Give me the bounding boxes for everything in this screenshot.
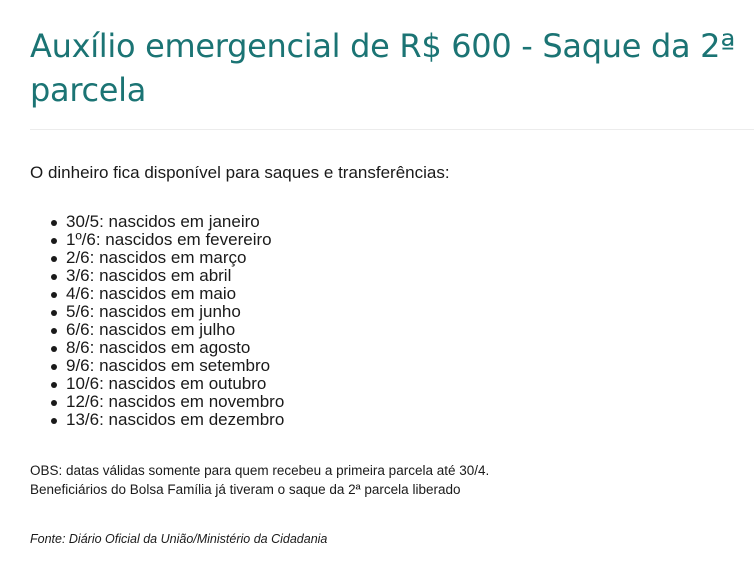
bullet-icon xyxy=(51,220,57,226)
observation-line-2: Beneficiários do Bolsa Família já tiveram o saque da 2ª parcela liberado xyxy=(30,482,461,497)
observation-note xyxy=(30,461,489,499)
payment-dates-list xyxy=(30,213,284,429)
list-item xyxy=(66,393,284,411)
list-item xyxy=(66,339,284,357)
list-item xyxy=(66,303,284,321)
list-item-text: 30/5: nascidos em janeiro xyxy=(66,212,260,231)
bullet-icon xyxy=(51,238,57,244)
list-item-text: 4/6: nascidos em maio xyxy=(66,284,237,303)
bullet-icon xyxy=(51,346,57,352)
list-item xyxy=(66,357,284,375)
list-item-text: 3/6: nascidos em abril xyxy=(66,266,232,285)
list-item xyxy=(66,231,284,249)
list-item xyxy=(66,213,284,231)
bullet-icon xyxy=(51,382,57,388)
list-item-text: 5/6: nascidos em junho xyxy=(66,302,241,321)
list-item-text: 13/6: nascidos em dezembro xyxy=(66,410,285,429)
list-item-text: 10/6: nascidos em outubro xyxy=(66,374,267,393)
list-item xyxy=(66,249,284,267)
page-title: Auxílio emergencial de R$ 600 - Saque da 2ª parcela xyxy=(30,27,736,109)
list-item xyxy=(66,321,284,339)
list-item-text: 9/6: nascidos em setembro xyxy=(66,356,271,375)
bullet-icon xyxy=(51,400,57,406)
observation-line-1: OBS: datas válidas somente para quem recebeu a primeira parcela até 30/4. xyxy=(30,463,490,478)
list-item xyxy=(66,285,284,303)
bullet-icon xyxy=(51,274,57,280)
list-item xyxy=(66,267,284,285)
list-item-text: 1º/6: nascidos em fevereiro xyxy=(66,230,272,249)
bullet-icon xyxy=(51,256,57,262)
bullet-icon xyxy=(51,310,57,316)
bullet-icon xyxy=(51,418,57,424)
list-item-text: 8/6: nascidos em agosto xyxy=(66,338,251,357)
bullet-icon xyxy=(51,292,57,298)
list-item xyxy=(66,411,284,429)
list-item-text: 12/6: nascidos em novembro xyxy=(66,392,285,411)
title-divider xyxy=(30,129,754,130)
source-credit: Fonte: Diário Oficial da União/Ministério da Cidadania xyxy=(30,532,328,546)
bullet-icon xyxy=(51,328,57,334)
list-item-text: 6/6: nascidos em julho xyxy=(66,320,236,339)
list-item xyxy=(66,375,284,393)
list-item-text: 2/6: nascidos em março xyxy=(66,248,247,267)
bullet-icon xyxy=(51,364,57,370)
intro-text: O dinheiro fica disponível para saques e transferências: xyxy=(30,163,450,182)
